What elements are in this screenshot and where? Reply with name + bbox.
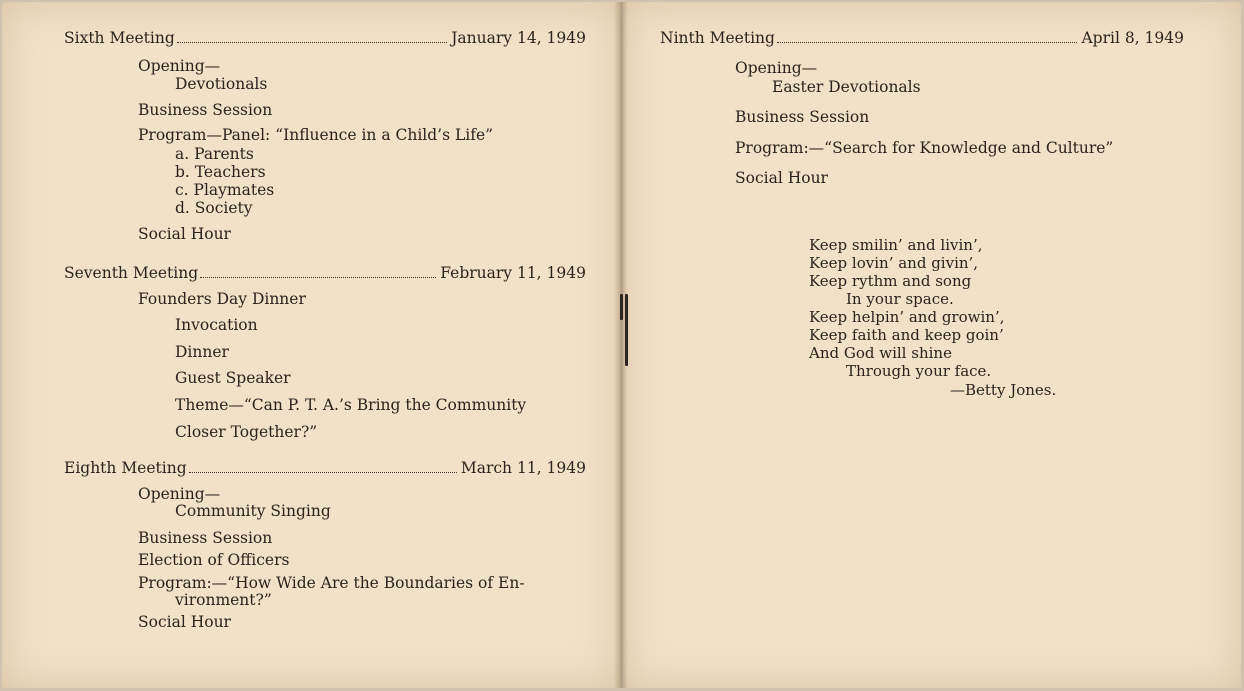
seventh-meeting-date: February 11, 1949	[440, 264, 586, 282]
ninth-social: Social Hour	[735, 169, 828, 187]
sixth-item: d. Society	[175, 199, 253, 217]
poem-line: Keep lovin’ and givin’,	[809, 254, 979, 272]
sixth-business: Business Session	[138, 101, 273, 119]
eighth-opening: Opening—	[138, 485, 221, 503]
poem-line: Through your face.	[846, 362, 992, 380]
ninth-meeting-title: Ninth Meeting	[660, 29, 775, 47]
poem-line: Keep faith and keep goin’	[809, 326, 1004, 344]
poem-line: In your space.	[846, 290, 954, 308]
ninth-meeting-heading	[660, 29, 1184, 47]
sixth-meeting-date: January 14, 1949	[451, 29, 586, 47]
seventh-theme-line-1: Theme—“Can P. T. A.’s Bring the Community	[175, 396, 527, 414]
seventh-dinner-title: Founders Day Dinner	[138, 290, 306, 308]
ninth-devotionals: Easter Devotionals	[772, 78, 921, 96]
seventh-dinner: Dinner	[175, 343, 229, 361]
eighth-program-line-1: Program:—“How Wide Are the Boundaries of En-	[138, 574, 525, 592]
ninth-program: Program:—“Search for Knowledge and Culture”	[735, 139, 1114, 157]
sixth-item: a. Parents	[175, 145, 254, 163]
ninth-meeting-date: April 8, 1949	[1081, 29, 1184, 47]
ninth-business: Business Session	[735, 108, 870, 126]
eighth-singing: Community Singing	[175, 502, 331, 520]
right-page	[623, 2, 1241, 688]
eighth-meeting-title: Eighth Meeting	[64, 459, 187, 477]
sixth-item: b. Teachers	[175, 163, 266, 181]
poem-line: Keep rythm and song	[809, 272, 972, 290]
dotted-leader	[177, 41, 447, 43]
eighth-election: Election of Officers	[138, 551, 290, 569]
sixth-meeting-heading	[64, 29, 586, 47]
poem-line: Keep helpin’ and growin’,	[809, 308, 1005, 326]
seventh-meeting-heading	[64, 264, 586, 282]
sixth-social: Social Hour	[138, 225, 231, 243]
eighth-meeting-date: March 11, 1949	[460, 459, 586, 477]
sixth-meeting-title: Sixth Meeting	[64, 29, 175, 47]
poem-author: —Betty Jones.	[950, 381, 1057, 399]
dotted-leader	[200, 276, 436, 278]
staple-bottom	[625, 294, 628, 366]
eighth-meeting-heading	[64, 459, 586, 477]
dotted-leader	[189, 471, 457, 473]
poem-line: Keep smilin’ and livin’,	[809, 236, 983, 254]
poem-line: And God will shine	[809, 344, 952, 362]
seventh-speaker: Guest Speaker	[175, 369, 291, 387]
staple-top	[620, 294, 623, 320]
sixth-item: c. Playmates	[175, 181, 275, 199]
sixth-opening: Opening—	[138, 57, 221, 75]
seventh-meeting-title: Seventh Meeting	[64, 264, 199, 282]
eighth-business: Business Session	[138, 529, 273, 547]
seventh-theme-line-2: Closer Together?”	[175, 423, 318, 441]
eighth-social: Social Hour	[138, 613, 231, 631]
left-page	[2, 2, 620, 688]
ninth-opening: Opening—	[735, 59, 818, 77]
seventh-invocation: Invocation	[175, 316, 258, 334]
eighth-program-line-2: vironment?”	[175, 591, 272, 609]
sixth-program: Program—Panel: “Influence in a Child’s Life”	[138, 126, 494, 144]
dotted-leader	[777, 41, 1078, 43]
sixth-devotionals: Devotionals	[175, 75, 268, 93]
